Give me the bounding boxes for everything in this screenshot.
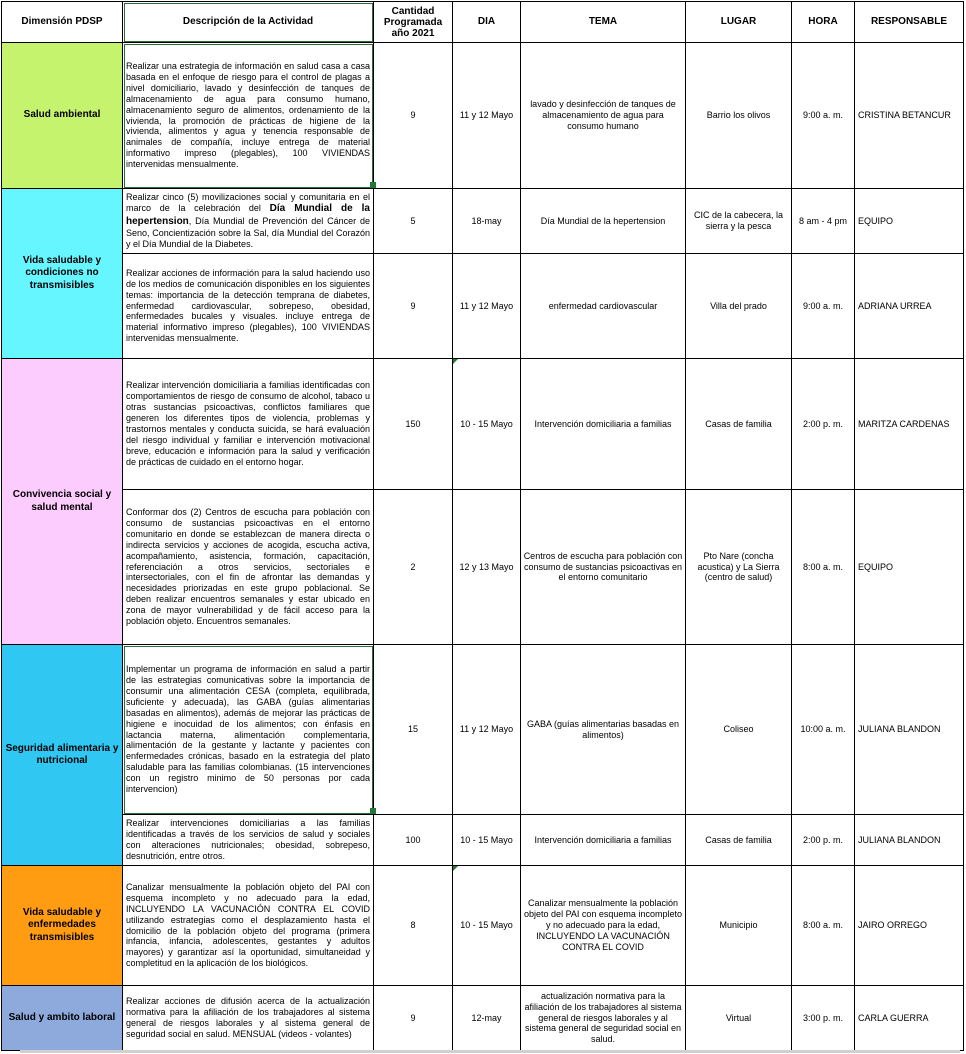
dia-cell[interactable]: 11 y 12 Mayo [453,43,521,189]
table-row [2,189,964,254]
header-dimension: Dimensión PDSP [2,2,123,43]
hora-cell[interactable]: 2:00 p. m. [792,815,855,866]
responsable-cell[interactable]: JULIANA BLANDON [855,645,964,815]
description-cell[interactable]: Realizar intervención domiciliaria a familias identificadas con comportamientos de riesgo de consumo de alcohol, tabaco u otras sustancias psicoactivas, conflictos familiares que generen los diferentes tipos de violencia, problemas y trastornos mentales y conducta suicida, se hará evaluación del riesgo individual y familiar e intervención motivacional breve, educación e información para la salud y verificación de prácticas de cuidado en el entorno hogar. [123,359,374,490]
tema-cell[interactable]: Centros de escucha para población con consumo de sustancias psicoactivas en el entorno comunitario [521,490,686,645]
header-responsable: RESPONSABLE [855,2,964,43]
cantidad-cell[interactable]: 2 [374,490,453,645]
description-text: Realizar cinco (5) movilizaciones social y comunitaria en el marco de la celebración del [126,192,370,214]
cantidad-cell[interactable]: 100 [374,815,453,866]
header-row [2,2,964,43]
lugar-cell[interactable]: Casas de familia [686,815,792,866]
dimension-cell[interactable]: Vida saludable y condiciones no transmisibles [2,189,123,359]
hora-cell[interactable]: 8 am - 4 pm [792,189,855,254]
header-tema: TEMA [521,2,686,43]
lugar-cell[interactable]: Casas de familia [686,359,792,490]
hora-cell[interactable]: 8:00 a. m. [792,866,855,986]
table-row [2,645,964,815]
dia-cell[interactable]: 10 - 15 Mayo [453,359,521,490]
table-row [2,254,964,359]
responsable-cell[interactable]: EQUIPO [855,189,964,254]
hora-cell[interactable]: 10:00 a. m. [792,645,855,815]
cantidad-cell[interactable]: 15 [374,645,453,815]
description-cell[interactable]: Implementar un programa de información en salud a partir de las estrategias comunicativas sobre la importancia de consumir una alimentación CESA (completa, equilibrada, suficiente y adecuada), las GABA (guías alimentarias basadas en alimentos), además de mejorar las prácticas de higiene e inocuidad de los alimentos; con énfasis en lactancia materna, alimentación complementaria, alimentación de la gestante y lactante y pacientes con enfermedades crónicas, basado en la estrategia del plato saludable para las familias colombianas. (15 intervenciones con un registro minimo de 50 personas por cada intervencion) [123,645,374,815]
hora-cell[interactable]: 2:00 p. m. [792,359,855,490]
description-cell[interactable]: Realizar intervenciones domiciliarias a las familias identificadas a través de los servicios de salud y sociales con alteraciones nutricionales; obesidad, sobrepeso, desnutrición, entre otros. [123,815,374,866]
dia-cell[interactable]: 12-may [453,986,521,1051]
header-dia: DIA [453,2,521,43]
divider [20,1050,960,1053]
responsable-cell[interactable]: CARLA GUERRA [855,986,964,1051]
lugar-cell[interactable]: Municipio [686,866,792,986]
lugar-cell[interactable]: Coliseo [686,645,792,815]
header-hora: HORA [792,2,855,43]
dimension-cell[interactable]: Vida saludable y enfermedades transmisibles [2,866,123,986]
dia-cell[interactable]: 11 y 12 Mayo [453,254,521,359]
description-cell[interactable] [123,189,374,254]
description-cell[interactable]: Realizar acciones de difusión acerca de la actualización normativa para la afiliación de los trabajadores al sistema general de riesgos laborales y al sistema general de seguridad social en salud. MENSUAL (videos - volantes) [123,986,374,1051]
responsable-cell[interactable]: ADRIANA URREA [855,254,964,359]
description-cell[interactable]: Realizar una estrategia de información en salud casa a casa basada en el enfoque de riesgo para el control de plagas a nivel domiciliario, lavado y desinfección de tanques de almacenamiento de agua para consumo humano, almacenamiento seguro de alimentos, ordenamiento de la vivienda, la promoción de prácticas de higiene de la vivienda, alimentos y agua y tenencia responsable de animales de compañía, incluye entrega de material informativo impreso (plegables), 100 VIVIENDAS intervenidas mensualmente. [123,43,374,189]
tema-cell[interactable]: lavado y desinfección de tanques de almacenamiento de agua para consumo humano [521,43,686,189]
tema-cell[interactable]: Día Mundial de la hepertension [521,189,686,254]
tema-cell[interactable]: Intervención domiciliaria a familias [521,815,686,866]
responsable-cell[interactable]: JAIRO ORREGO [855,866,964,986]
responsable-cell[interactable]: MARITZA CARDENAS [855,359,964,490]
dia-cell[interactable]: 12 y 13 Mayo [453,490,521,645]
dimension-cell[interactable]: Salud y ambito laboral [2,986,123,1051]
selection-handle[interactable] [370,182,376,188]
lugar-cell[interactable]: Virtual [686,986,792,1051]
lugar-cell[interactable]: Barrio los olivos [686,43,792,189]
description-bold-text: Día Mundial de la hepertension [126,203,370,227]
cantidad-cell[interactable]: 9 [374,986,453,1051]
cantidad-cell[interactable]: 9 [374,43,453,189]
dimension-cell[interactable]: Convivencia social y salud mental [2,359,123,645]
dia-cell[interactable]: 10 - 15 Mayo [453,815,521,866]
lugar-cell[interactable]: Villa del prado [686,254,792,359]
dimension-cell[interactable]: Salud ambiental [2,43,123,189]
hora-cell[interactable]: 8:00 a. m. [792,490,855,645]
header-lugar: LUGAR [686,2,792,43]
tema-cell[interactable]: enfermedad cardiovascular [521,254,686,359]
hora-cell[interactable]: 9:00 a. m. [792,43,855,189]
table-row [2,359,964,490]
hora-cell[interactable]: 9:00 a. m. [792,254,855,359]
table-row [2,815,964,866]
lugar-cell[interactable]: CIC de la cabecera, la sierra y la pesca [686,189,792,254]
dimension-cell[interactable]: Seguridad alimentaria y nutricional [2,645,123,866]
responsable-cell[interactable]: JULIANA BLANDON [855,815,964,866]
description-cell[interactable]: Canalizar mensualmente la población objeto del PAI con esquema incompleto y no adecuado para la edad, INCLUYENDO LA VACUNACIÓN CONTRA EL COVID utilizando estrategias como el desplazamiento hasta el domicilio de la población objeto del programa (primera infancia, infancia, adolescentes, gestantes y adultos mayores) y garantizar así la oportunidad, simultaneidad y completitud en la aplicación de los biológicos. [123,866,374,986]
description-text: , Día Mundial de Prevención del Cáncer de Seno, Concientización sobre la Sal, día Mundial del Corazón y el Día Mundial de la Diabetes. [126,215,370,249]
tema-cell[interactable]: actualización normativa para la afiliación de los trabajadores al sistema general de riesgos laborales y al sistema general de seguridad social en salud. [521,986,686,1051]
table-row [2,490,964,645]
dia-cell[interactable]: 11 y 12 Mayo [453,645,521,815]
cantidad-cell[interactable]: 8 [374,866,453,986]
tema-cell[interactable]: Canalizar mensualmente la población objeto del PAI con esquema incompleto y no adecuado para la edad, INCLUYENDO LA VACUNACIÓN CONTRA EL COVID [521,866,686,986]
tema-cell[interactable]: GABA (guías alimentarias basadas en alimentos) [521,645,686,815]
responsable-cell[interactable]: CRISTINA BETANCUR [855,43,964,189]
lugar-cell[interactable]: Pto Nare (concha acustica) y La Sierra (centro de salud) [686,490,792,645]
dia-cell[interactable]: 10 - 15 Mayo [453,866,521,986]
table-row [2,866,964,986]
tema-cell[interactable]: Intervención domiciliaria a familias [521,359,686,490]
activities-table [1,1,964,1051]
cantidad-cell[interactable]: 150 [374,359,453,490]
dia-cell[interactable]: 18-may [453,189,521,254]
cantidad-cell[interactable]: 5 [374,189,453,254]
selection-handle[interactable] [370,808,376,814]
header-cantidad: Cantidad Programada año 2021 [374,2,453,43]
hora-cell[interactable]: 3:00 p. m. [792,986,855,1051]
description-cell[interactable]: Realizar acciones de información para la salud haciendo uso de los medios de comunicación disponibles en los siguientes temas: importancia de la detección temprana de diabetes, enfermedad cardiovascular, sobrepeso, obesidad, enfermedades bucales y visuales. incluye entrega de material informativo impreso (plegables), 100 VIVIENDAS intervenidas mensualmente. [123,254,374,359]
responsable-cell[interactable]: EQUIPO [855,490,964,645]
cantidad-cell[interactable]: 9 [374,254,453,359]
table-row [2,986,964,1051]
header-descripcion[interactable]: Descripción de la Actividad [123,2,374,43]
description-cell[interactable]: Conformar dos (2) Centros de escucha para población con consumo de sustancias psicoactivas en el entorno comunitario en donde se establezcan de manera directa o indirecta servicios y acciones de acogida, escucha activa, acompañamiento, asistencia, formación, capacitación, referenciación a otros servicios, sectoriales e intersectoriales, con el fin de afrontar las demandas y necesidades priorizadas en este grupo poblacional. Se deben realizar encuentros semanales y estar ubicado en zona de mayor vulnerabilidad y de fácil acceso para la población objeto. Encuentros semanales. [123,490,374,645]
table-row [2,43,964,189]
